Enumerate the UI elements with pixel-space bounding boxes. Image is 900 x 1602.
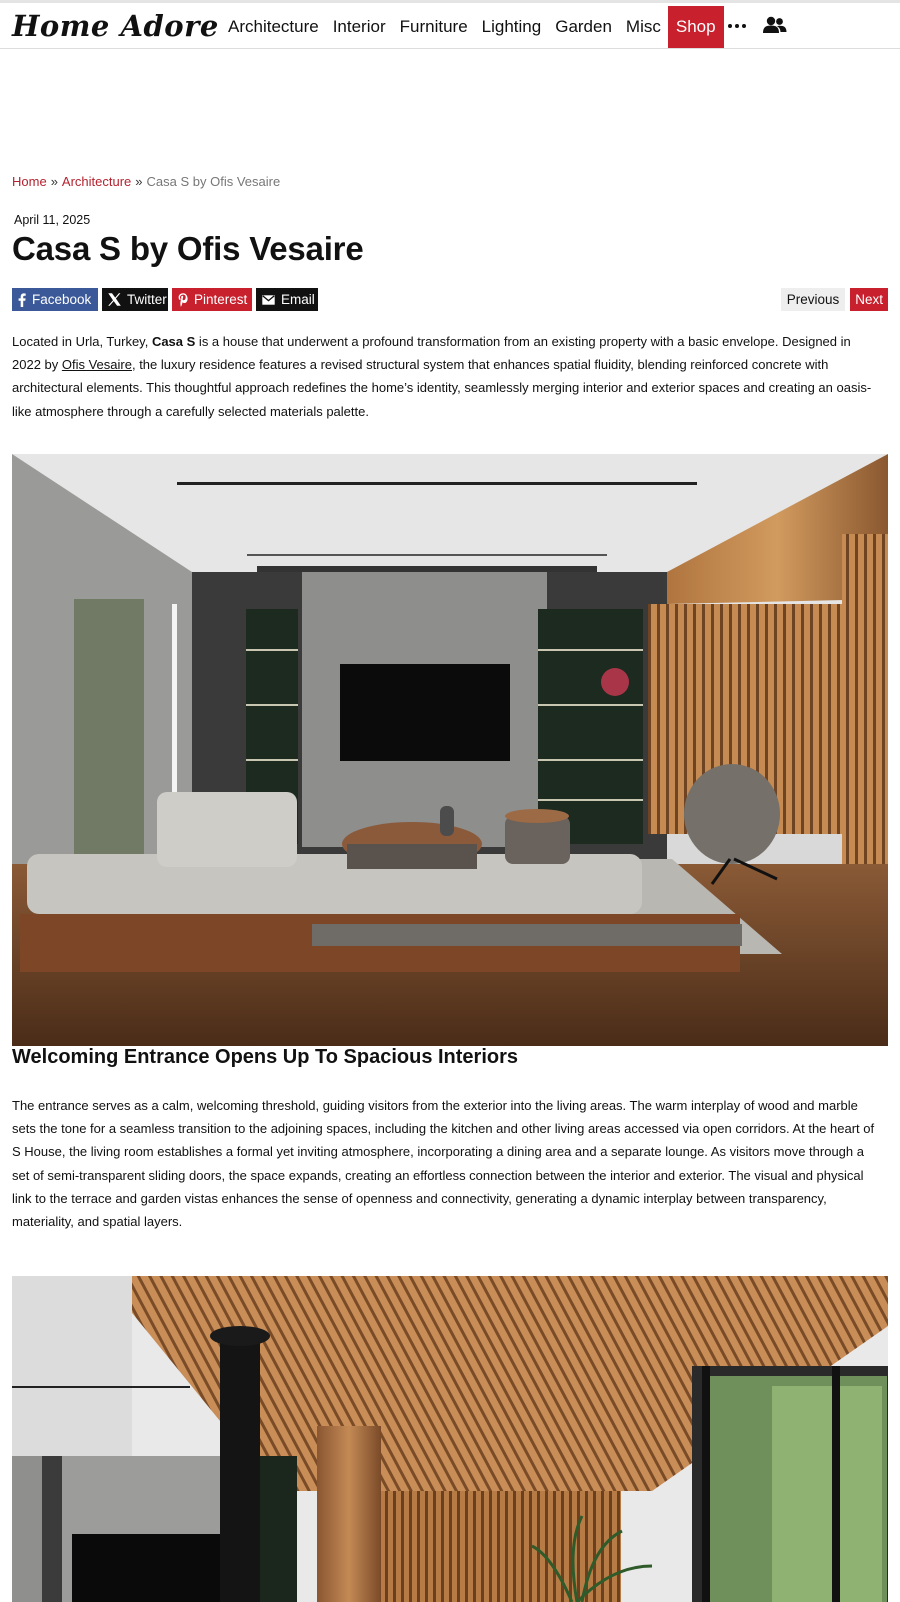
facebook-icon xyxy=(18,293,26,307)
pinterest-share-button[interactable] xyxy=(172,288,252,311)
twitter-icon xyxy=(108,293,121,307)
main-nav xyxy=(221,6,724,48)
email-label: Email xyxy=(281,292,315,307)
facebook-label: Facebook xyxy=(32,292,92,307)
breadcrumb-separator: » xyxy=(50,174,58,189)
breadcrumb-current: Casa S by Ofis Vesaire xyxy=(146,174,281,189)
facebook-share-button[interactable] xyxy=(12,288,98,311)
section-paragraph: The entrance serves as a calm, welcoming threshold, guiding visitors from the exterior into the living areas. The warm interplay of wood and marble sets the tone for a seamless transition to the adjoining spaces, including the kitchen and other living areas accessed via open corridors. At the heart of S House, the living room establishes a formal yet inviting atmosphere, incorporating a dining area and a separate lounge. As visitors move through a set of semi-transparent sliding doors, the space expands, creating an effortless connection between the interior and exterior. The visual and physical link to the terrace and garden vistas enhances the sense of openness and connectivity, generating a dynamic interplay between transparency, materiality, and spatial layers. xyxy=(12,1098,875,1230)
nav-misc[interactable]: Misc xyxy=(625,17,661,36)
intro-text-middle: is a house that underwent a profound transformation from an existing property with a basic envelope. Designed in 2022 by xyxy=(12,334,851,373)
twitter-label: Twitter xyxy=(127,292,167,307)
pinterest-label: Pinterest xyxy=(194,292,248,307)
email-share-button[interactable] xyxy=(256,288,318,311)
nav-architecture[interactable]: Architecture xyxy=(228,17,319,36)
envelope-icon xyxy=(262,293,275,307)
nav-interior[interactable]: Interior xyxy=(332,17,386,36)
entrance-photo xyxy=(12,1276,888,1602)
nav-garden[interactable]: Garden xyxy=(555,17,612,36)
page-title: Casa S by Ofis Vesaire xyxy=(12,230,364,267)
next-button[interactable]: Next xyxy=(850,288,888,311)
breadcrumb-separator: » xyxy=(135,174,143,189)
previous-button[interactable]: Previous xyxy=(781,288,846,311)
breadcrumb xyxy=(12,174,280,189)
architect-link[interactable]: Ofis Vesaire xyxy=(61,357,132,373)
ellipsis-icon[interactable] xyxy=(727,16,747,36)
users-icon[interactable] xyxy=(763,16,787,36)
nav-furniture[interactable]: Furniture xyxy=(399,17,468,36)
section-heading: Welcoming Entrance Opens Up To Spacious Interiors xyxy=(12,1046,519,1068)
breadcrumb-home[interactable]: Home xyxy=(12,174,47,189)
nav-lighting[interactable]: Lighting xyxy=(481,17,542,36)
site-header xyxy=(0,0,900,49)
breadcrumb-category[interactable]: Architecture xyxy=(61,174,132,189)
twitter-share-button[interactable] xyxy=(102,288,168,311)
house-name: Casa S xyxy=(151,334,196,349)
nav-shop[interactable]: Shop xyxy=(668,6,724,48)
share-bar xyxy=(12,288,318,311)
intro-text-start: Located in Urla, Turkey, xyxy=(12,334,152,349)
post-pager xyxy=(781,288,888,311)
post-date: April 11, 2025 xyxy=(14,213,91,227)
living-room-photo xyxy=(12,454,888,1046)
intro-text-end: , the luxury residence features a revised structural system that enhances spatial fluidity, blending reinforced concrete with architectural elements. This thoughtful approach redefines the home’s identity, seamlessly merging interior and exterior spaces and creating an oasis-like atmosphere through a carefully selected materials palette. xyxy=(12,357,872,419)
intro-paragraph xyxy=(12,330,878,423)
site-logo[interactable]: Home Adore xyxy=(12,9,219,43)
pinterest-icon xyxy=(178,293,188,307)
